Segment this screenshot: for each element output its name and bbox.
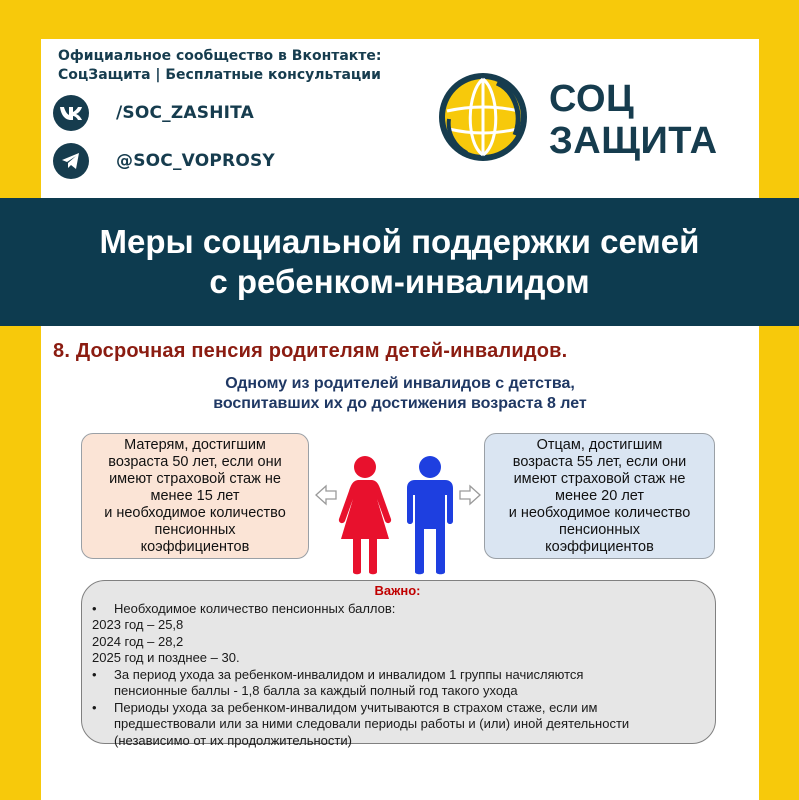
male-figure-icon — [405, 455, 455, 575]
bullet-item — [92, 700, 703, 750]
bullet-symbol: • — [92, 666, 97, 682]
bullet-text: пенсионные баллы - 1,8 балла за каждый полный год такого ухода — [114, 683, 518, 698]
mothers-line: пенсионных — [154, 521, 236, 538]
mothers-line: имеют страховой стаж не — [109, 470, 281, 487]
fathers-line: имеют страховой стаж не — [513, 470, 686, 487]
title-banner — [0, 198, 799, 326]
telegram-icon[interactable] — [53, 143, 89, 179]
vk-link[interactable] — [53, 94, 254, 132]
mothers-condition-box — [81, 433, 309, 559]
section-subtitle — [100, 374, 700, 414]
banner-line-2: с ребенком-инвалидом — [209, 263, 590, 300]
arrow-right-icon — [458, 483, 482, 507]
subtitle-line-1: Одному из родителей инвалидов с детства, — [225, 375, 575, 392]
brand-line-2: ЗАЩИТА — [549, 120, 718, 162]
vk-handle[interactable]: /SOC_ZASHITA — [116, 103, 254, 123]
fathers-line: Отцам, достигшим — [536, 436, 663, 453]
vk-icon[interactable] — [53, 95, 89, 131]
globe-logo-icon — [437, 71, 529, 163]
mothers-line: и необходимое количество — [104, 504, 286, 521]
fathers-line: и необходимое количество — [508, 504, 691, 521]
brand-line-1: СОЦ — [549, 78, 635, 120]
year-2023-line: 2023 год – 25,8 — [92, 617, 184, 632]
important-heading: Важно: — [374, 583, 421, 598]
community-line-1: Официальное сообщество в Вконтакте: — [58, 48, 382, 64]
section-title: 8. Досрочная пенсия родителям детей-инвалидов. — [53, 340, 568, 362]
bullet-text: За период ухода за ребенком-инвалидом и инвалидом 1 группы начисляются — [114, 666, 584, 682]
bullet-text: Периоды ухода за ребенком-инвалидом учитываются в страхом стаже, если им — [114, 699, 598, 715]
fathers-line: возраста 55 лет, если они — [512, 453, 687, 470]
brand-name — [549, 78, 718, 162]
mothers-line: Матерям, достигшим — [124, 436, 266, 453]
community-info — [58, 47, 382, 85]
banner-title — [100, 222, 700, 302]
mothers-line: возраста 50 лет, если они — [108, 453, 282, 470]
mothers-line: менее 15 лет — [150, 487, 240, 504]
year-2025-line: 2025 год и позднее – 30. — [92, 650, 240, 665]
fathers-line: менее 20 лет — [554, 487, 645, 504]
year-2024-line: 2024 год – 28,2 — [92, 633, 184, 649]
banner-line-1: Меры социальной поддержки семей — [99, 223, 700, 260]
telegram-handle[interactable]: @SOC_VOPROSY — [116, 151, 275, 171]
fathers-line: коэффициентов — [545, 538, 654, 555]
subtitle-line-2: воспитавших их до достижения возраста 8 лет — [213, 395, 587, 412]
bullet-symbol: • — [92, 600, 97, 616]
bullet-symbol: • — [92, 699, 97, 715]
mothers-line: коэффициентов — [140, 538, 250, 555]
bullet-text: Необходимое количество пенсионных баллов: — [114, 600, 396, 616]
important-notes-box — [81, 580, 716, 748]
bullet-item — [92, 667, 703, 700]
arrow-left-icon — [314, 483, 338, 507]
bullet-item — [92, 601, 703, 618]
female-figure-icon — [337, 455, 393, 575]
bullet-text: предшествовали или за ними следовали периоды работы и (или) иной деятельности — [114, 716, 630, 731]
fathers-condition-box — [484, 433, 715, 559]
telegram-link[interactable] — [53, 142, 275, 180]
bullet-text: (независимо от их продолжительности) — [114, 732, 352, 748]
fathers-line: пенсионных — [558, 521, 640, 538]
community-line-2: СоцЗащита | Бесплатные консультации — [58, 67, 381, 83]
